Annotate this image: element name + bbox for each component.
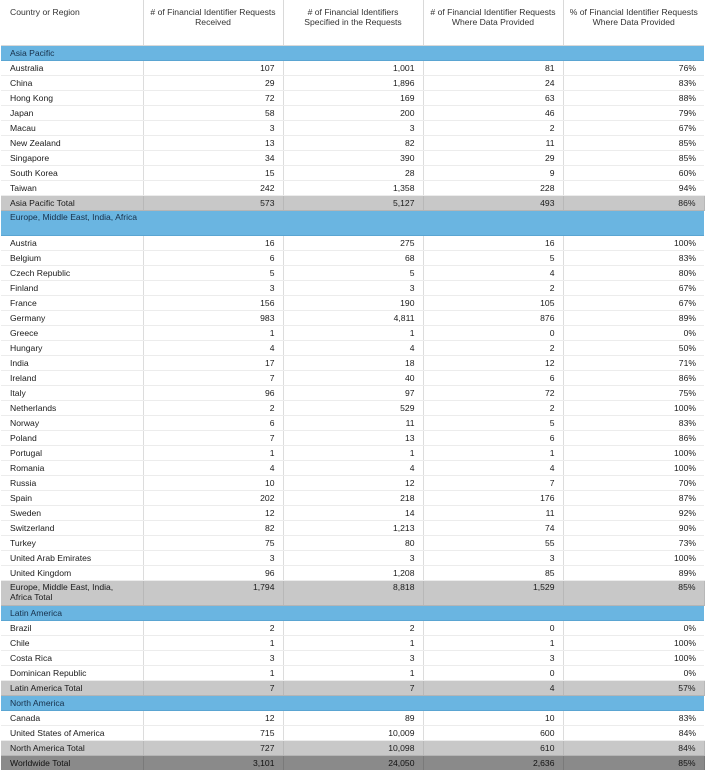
identifiers-specified-cell: 169 (283, 91, 423, 106)
table-row (1, 491, 704, 506)
table-row (1, 461, 704, 476)
requests-received-cell: 2 (143, 401, 283, 416)
data-provided-cell: 4 (423, 681, 563, 696)
header-row (1, 0, 704, 46)
country-cell: Hong Kong (1, 91, 143, 106)
country-cell: South Korea (1, 166, 143, 181)
identifiers-specified-cell: 1,001 (283, 61, 423, 76)
country-cell: North America Total (1, 741, 143, 756)
country-cell: Turkey (1, 536, 143, 551)
percent-provided-cell: 84% (563, 741, 704, 756)
table-row (1, 416, 704, 431)
financial-identifier-requests-table-container (1, 0, 704, 770)
country-cell: Sweden (1, 506, 143, 521)
percent-provided-cell: 0% (563, 666, 704, 681)
identifiers-specified-cell: 1,358 (283, 181, 423, 196)
percent-provided-cell: 83% (563, 76, 704, 91)
data-provided-cell: 81 (423, 61, 563, 76)
identifiers-specified-cell: 24,050 (283, 756, 423, 770)
requests-received-cell: 1 (143, 636, 283, 651)
percent-provided-cell: 83% (563, 711, 704, 726)
region-label: Europe, Middle East, India, Africa (1, 211, 704, 236)
identifiers-specified-cell: 4 (283, 341, 423, 356)
data-provided-cell: 5 (423, 416, 563, 431)
column-header-country: Country or Region (1, 0, 143, 46)
percent-provided-cell: 0% (563, 326, 704, 341)
data-provided-cell: 493 (423, 196, 563, 211)
requests-received-cell: 15 (143, 166, 283, 181)
table-row (1, 666, 704, 681)
requests-received-cell: 7 (143, 431, 283, 446)
identifiers-specified-cell: 12 (283, 476, 423, 491)
percent-provided-cell: 85% (563, 581, 704, 606)
data-provided-cell: 72 (423, 386, 563, 401)
column-header-identifiers-specified: # of Financial Identifiers Specified in the Requests (283, 0, 423, 46)
requests-received-cell: 3 (143, 281, 283, 296)
identifiers-specified-cell: 529 (283, 401, 423, 416)
requests-received-cell: 983 (143, 311, 283, 326)
percent-provided-cell: 100% (563, 651, 704, 666)
identifiers-specified-cell: 10,009 (283, 726, 423, 741)
table-row (1, 106, 704, 121)
table-row (1, 356, 704, 371)
requests-received-cell: 4 (143, 341, 283, 356)
table-row (1, 121, 704, 136)
region-total-row (1, 681, 704, 696)
percent-provided-cell: 85% (563, 756, 704, 770)
identifiers-specified-cell: 10,098 (283, 741, 423, 756)
table-row (1, 651, 704, 666)
percent-provided-cell: 83% (563, 251, 704, 266)
region-label: Latin America (1, 606, 704, 621)
percent-provided-cell: 0% (563, 621, 704, 636)
requests-received-cell: 16 (143, 236, 283, 251)
identifiers-specified-cell: 18 (283, 356, 423, 371)
requests-received-cell: 96 (143, 386, 283, 401)
data-provided-cell: 228 (423, 181, 563, 196)
percent-provided-cell: 73% (563, 536, 704, 551)
requests-received-cell: 7 (143, 681, 283, 696)
identifiers-specified-cell: 275 (283, 236, 423, 251)
identifiers-specified-cell: 1 (283, 326, 423, 341)
identifiers-specified-cell: 40 (283, 371, 423, 386)
table-header (1, 0, 704, 46)
table-body (1, 46, 704, 770)
requests-received-cell: 13 (143, 136, 283, 151)
identifiers-specified-cell: 11 (283, 416, 423, 431)
country-cell: France (1, 296, 143, 311)
country-cell: Czech Republic (1, 266, 143, 281)
country-cell: Europe, Middle East, India, Africa Total (1, 581, 143, 606)
country-cell: Chile (1, 636, 143, 651)
requests-received-cell: 3 (143, 651, 283, 666)
data-provided-cell: 176 (423, 491, 563, 506)
percent-provided-cell: 100% (563, 446, 704, 461)
country-cell: New Zealand (1, 136, 143, 151)
country-cell: Latin America Total (1, 681, 143, 696)
table-row (1, 621, 704, 636)
identifiers-specified-cell: 218 (283, 491, 423, 506)
requests-received-cell: 242 (143, 181, 283, 196)
data-provided-cell: 9 (423, 166, 563, 181)
table-row (1, 61, 704, 76)
country-cell: Portugal (1, 446, 143, 461)
table-row (1, 726, 704, 741)
percent-provided-cell: 67% (563, 281, 704, 296)
country-cell: Ireland (1, 371, 143, 386)
region-header-row (1, 606, 704, 621)
data-provided-cell: 24 (423, 76, 563, 91)
data-provided-cell: 46 (423, 106, 563, 121)
country-cell: Canada (1, 711, 143, 726)
percent-provided-cell: 71% (563, 356, 704, 371)
requests-received-cell: 107 (143, 61, 283, 76)
percent-provided-cell: 87% (563, 491, 704, 506)
identifiers-specified-cell: 3 (283, 121, 423, 136)
identifiers-specified-cell: 390 (283, 151, 423, 166)
data-provided-cell: 4 (423, 461, 563, 476)
region-total-row (1, 581, 704, 606)
country-cell: Netherlands (1, 401, 143, 416)
region-header-row (1, 46, 704, 61)
data-provided-cell: 12 (423, 356, 563, 371)
table-row (1, 566, 704, 581)
country-cell: Costa Rica (1, 651, 143, 666)
data-provided-cell: 6 (423, 371, 563, 386)
percent-provided-cell: 89% (563, 311, 704, 326)
data-provided-cell: 11 (423, 136, 563, 151)
identifiers-specified-cell: 1 (283, 636, 423, 651)
percent-provided-cell: 75% (563, 386, 704, 401)
region-header-row (1, 211, 704, 236)
identifiers-specified-cell: 3 (283, 651, 423, 666)
percent-provided-cell: 94% (563, 181, 704, 196)
table-row (1, 281, 704, 296)
country-cell: Brazil (1, 621, 143, 636)
country-cell: Spain (1, 491, 143, 506)
data-provided-cell: 5 (423, 251, 563, 266)
data-provided-cell: 16 (423, 236, 563, 251)
data-provided-cell: 11 (423, 506, 563, 521)
percent-provided-cell: 70% (563, 476, 704, 491)
table-row (1, 386, 704, 401)
country-cell: Macau (1, 121, 143, 136)
country-cell: Russia (1, 476, 143, 491)
data-provided-cell: 6 (423, 431, 563, 446)
identifiers-specified-cell: 7 (283, 681, 423, 696)
requests-received-cell: 17 (143, 356, 283, 371)
requests-received-cell: 1 (143, 446, 283, 461)
requests-received-cell: 5 (143, 266, 283, 281)
data-provided-cell: 29 (423, 151, 563, 166)
requests-received-cell: 573 (143, 196, 283, 211)
percent-provided-cell: 50% (563, 341, 704, 356)
data-provided-cell: 3 (423, 551, 563, 566)
column-header-percent-data-provided: % of Financial Identifier Requests Where Data Provided (563, 0, 704, 46)
identifiers-specified-cell: 4,811 (283, 311, 423, 326)
requests-received-cell: 727 (143, 741, 283, 756)
percent-provided-cell: 100% (563, 636, 704, 651)
data-provided-cell: 10 (423, 711, 563, 726)
column-header-requests-received: # of Financial Identifier Requests Received (143, 0, 283, 46)
percent-provided-cell: 80% (563, 266, 704, 281)
financial-identifier-requests-table (1, 0, 705, 770)
data-provided-cell: 85 (423, 566, 563, 581)
requests-received-cell: 4 (143, 461, 283, 476)
country-cell: Austria (1, 236, 143, 251)
region-label: Asia Pacific (1, 46, 704, 61)
identifiers-specified-cell: 80 (283, 536, 423, 551)
column-header-data-provided: # of Financial Identifier Requests Where Data Provided (423, 0, 563, 46)
requests-received-cell: 3 (143, 551, 283, 566)
identifiers-specified-cell: 8,818 (283, 581, 423, 606)
identifiers-specified-cell: 190 (283, 296, 423, 311)
country-cell: Romania (1, 461, 143, 476)
identifiers-specified-cell: 1 (283, 446, 423, 461)
data-provided-cell: 2 (423, 341, 563, 356)
identifiers-specified-cell: 1,213 (283, 521, 423, 536)
worldwide-total-row (1, 756, 704, 770)
data-provided-cell: 74 (423, 521, 563, 536)
identifiers-specified-cell: 3 (283, 551, 423, 566)
table-row (1, 636, 704, 651)
percent-provided-cell: 60% (563, 166, 704, 181)
data-provided-cell: 2,636 (423, 756, 563, 770)
requests-received-cell: 1,794 (143, 581, 283, 606)
country-cell: India (1, 356, 143, 371)
data-provided-cell: 1,529 (423, 581, 563, 606)
data-provided-cell: 4 (423, 266, 563, 281)
data-provided-cell: 55 (423, 536, 563, 551)
data-provided-cell: 105 (423, 296, 563, 311)
identifiers-specified-cell: 97 (283, 386, 423, 401)
table-row (1, 551, 704, 566)
percent-provided-cell: 100% (563, 236, 704, 251)
table-row (1, 506, 704, 521)
table-row (1, 76, 704, 91)
percent-provided-cell: 79% (563, 106, 704, 121)
requests-received-cell: 72 (143, 91, 283, 106)
data-provided-cell: 610 (423, 741, 563, 756)
percent-provided-cell: 85% (563, 136, 704, 151)
percent-provided-cell: 100% (563, 461, 704, 476)
data-provided-cell: 1 (423, 636, 563, 651)
data-provided-cell: 2 (423, 281, 563, 296)
requests-received-cell: 156 (143, 296, 283, 311)
data-provided-cell: 876 (423, 311, 563, 326)
country-cell: Worldwide Total (1, 756, 143, 770)
identifiers-specified-cell: 1 (283, 666, 423, 681)
country-cell: Dominican Republic (1, 666, 143, 681)
country-cell: Asia Pacific Total (1, 196, 143, 211)
data-provided-cell: 63 (423, 91, 563, 106)
data-provided-cell: 7 (423, 476, 563, 491)
identifiers-specified-cell: 5 (283, 266, 423, 281)
identifiers-specified-cell: 5,127 (283, 196, 423, 211)
data-provided-cell: 2 (423, 401, 563, 416)
table-row (1, 91, 704, 106)
table-row (1, 536, 704, 551)
percent-provided-cell: 86% (563, 431, 704, 446)
requests-received-cell: 3 (143, 121, 283, 136)
table-row (1, 311, 704, 326)
percent-provided-cell: 67% (563, 296, 704, 311)
identifiers-specified-cell: 82 (283, 136, 423, 151)
identifiers-specified-cell: 4 (283, 461, 423, 476)
identifiers-specified-cell: 3 (283, 281, 423, 296)
country-cell: Japan (1, 106, 143, 121)
country-cell: Switzerland (1, 521, 143, 536)
percent-provided-cell: 100% (563, 551, 704, 566)
requests-received-cell: 202 (143, 491, 283, 506)
data-provided-cell: 0 (423, 621, 563, 636)
identifiers-specified-cell: 1,896 (283, 76, 423, 91)
requests-received-cell: 715 (143, 726, 283, 741)
identifiers-specified-cell: 14 (283, 506, 423, 521)
requests-received-cell: 96 (143, 566, 283, 581)
country-cell: Finland (1, 281, 143, 296)
percent-provided-cell: 84% (563, 726, 704, 741)
country-cell: Belgium (1, 251, 143, 266)
table-row (1, 166, 704, 181)
percent-provided-cell: 83% (563, 416, 704, 431)
country-cell: Germany (1, 311, 143, 326)
region-total-row (1, 196, 704, 211)
table-row (1, 151, 704, 166)
requests-received-cell: 7 (143, 371, 283, 386)
identifiers-specified-cell: 68 (283, 251, 423, 266)
table-row (1, 711, 704, 726)
requests-received-cell: 3,101 (143, 756, 283, 770)
table-row (1, 251, 704, 266)
data-provided-cell: 2 (423, 121, 563, 136)
country-cell: Australia (1, 61, 143, 76)
requests-received-cell: 34 (143, 151, 283, 166)
table-row (1, 431, 704, 446)
table-row (1, 236, 704, 251)
country-cell: Taiwan (1, 181, 143, 196)
country-cell: United Kingdom (1, 566, 143, 581)
identifiers-specified-cell: 2 (283, 621, 423, 636)
table-row (1, 266, 704, 281)
data-provided-cell: 600 (423, 726, 563, 741)
percent-provided-cell: 100% (563, 401, 704, 416)
country-cell: Poland (1, 431, 143, 446)
requests-received-cell: 1 (143, 326, 283, 341)
percent-provided-cell: 92% (563, 506, 704, 521)
country-cell: China (1, 76, 143, 91)
requests-received-cell: 10 (143, 476, 283, 491)
percent-provided-cell: 76% (563, 61, 704, 76)
identifiers-specified-cell: 89 (283, 711, 423, 726)
data-provided-cell: 3 (423, 651, 563, 666)
percent-provided-cell: 57% (563, 681, 704, 696)
country-cell: United States of America (1, 726, 143, 741)
table-row (1, 371, 704, 386)
percent-provided-cell: 86% (563, 371, 704, 386)
data-provided-cell: 0 (423, 666, 563, 681)
region-total-row (1, 741, 704, 756)
requests-received-cell: 82 (143, 521, 283, 536)
country-cell: Greece (1, 326, 143, 341)
country-cell: Italy (1, 386, 143, 401)
table-row (1, 446, 704, 461)
identifiers-specified-cell: 28 (283, 166, 423, 181)
requests-received-cell: 1 (143, 666, 283, 681)
region-header-row (1, 696, 704, 711)
requests-received-cell: 29 (143, 76, 283, 91)
table-row (1, 326, 704, 341)
table-row (1, 136, 704, 151)
country-cell: Singapore (1, 151, 143, 166)
identifiers-specified-cell: 13 (283, 431, 423, 446)
percent-provided-cell: 67% (563, 121, 704, 136)
percent-provided-cell: 89% (563, 566, 704, 581)
data-provided-cell: 0 (423, 326, 563, 341)
identifiers-specified-cell: 1,208 (283, 566, 423, 581)
data-provided-cell: 1 (423, 446, 563, 461)
table-row (1, 341, 704, 356)
percent-provided-cell: 86% (563, 196, 704, 211)
table-row (1, 521, 704, 536)
identifiers-specified-cell: 200 (283, 106, 423, 121)
requests-received-cell: 6 (143, 416, 283, 431)
country-cell: United Arab Emirates (1, 551, 143, 566)
table-row (1, 296, 704, 311)
table-row (1, 181, 704, 196)
table-row (1, 401, 704, 416)
percent-provided-cell: 88% (563, 91, 704, 106)
requests-received-cell: 2 (143, 621, 283, 636)
region-label: North America (1, 696, 704, 711)
percent-provided-cell: 85% (563, 151, 704, 166)
percent-provided-cell: 90% (563, 521, 704, 536)
requests-received-cell: 58 (143, 106, 283, 121)
requests-received-cell: 75 (143, 536, 283, 551)
country-cell: Hungary (1, 341, 143, 356)
requests-received-cell: 12 (143, 506, 283, 521)
requests-received-cell: 6 (143, 251, 283, 266)
table-row (1, 476, 704, 491)
country-cell: Norway (1, 416, 143, 431)
requests-received-cell: 12 (143, 711, 283, 726)
